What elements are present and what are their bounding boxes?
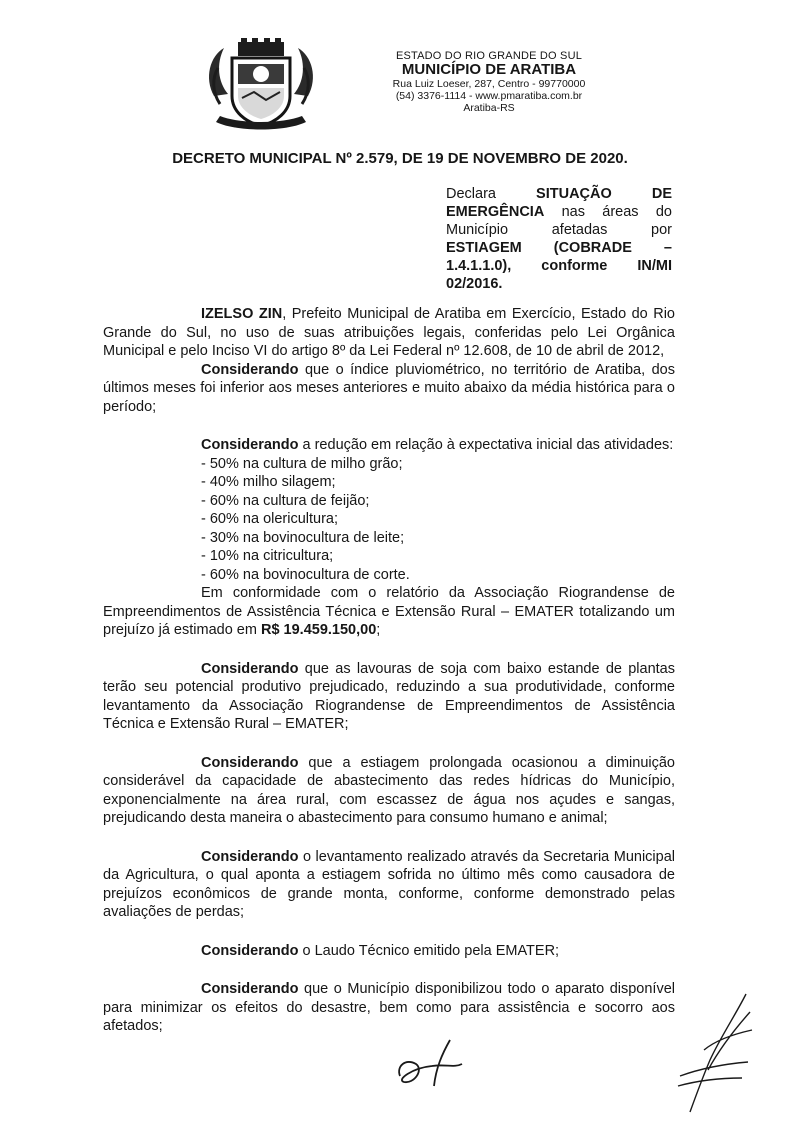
list-item: - 10% na citricultura;	[201, 548, 334, 564]
emater-end: ;	[376, 622, 381, 638]
emater-text: Em conformidade com o relatório da Associação Riograndense de Empreendimentos de Assistência Técnica e Extensão Rural – EMATER totalizando um prejuízo já estimado em	[103, 585, 675, 638]
considerando-label: Considerando	[201, 660, 299, 677]
summary-bold-1: SITUAÇÃO DE EMERGÊNCIA	[446, 186, 672, 220]
list-item: - 60% na bovinocultura de corte.	[201, 566, 410, 583]
considerando-6-text: o Laudo Técnico emitido pela EMATER;	[298, 942, 560, 959]
coat-of-arms-icon	[202, 38, 320, 134]
considerando-3	[103, 660, 675, 734]
state-name: ESTADO DO RIO GRANDE DO SUL	[395, 50, 583, 62]
considerando-4	[103, 754, 675, 828]
considerando-2-text: a redução em relação à expectativa inicial das atividades:	[298, 437, 674, 453]
considerando-label: Considerando	[201, 848, 299, 865]
decree-title: DECRETO MUNICIPAL Nº 2.579, DE 19 DE NOVEMBRO DE 2020.	[172, 150, 628, 167]
considerando-1-text: que o índice pluviométrico, no território de Aratiba, dos últimos meses foi inferior aos meses anteriores e muito abaixo da média histórica para o período;	[103, 361, 675, 415]
summary-text-1: Declara	[446, 186, 537, 202]
signature-mark	[650, 990, 760, 1116]
emater-paragraph	[103, 584, 675, 640]
mayor-name: IZELSO ZIN	[201, 306, 283, 322]
loss-amount: R$ 19.459.150,00	[260, 622, 377, 638]
considerando-6	[103, 942, 675, 961]
list-item: - 50% na cultura de milho grão;	[201, 455, 403, 472]
considerando-5	[103, 848, 675, 922]
summary-text-2: nas áreas do Município afetadas por	[446, 204, 672, 238]
considerando-7	[103, 980, 675, 1036]
considerando-5-text: o levantamento realizado através da Secretaria Municipal da Agricultura, o qual aponta a estiagem sofrida no último mês como causadora de prejuízos econômicos de grande monta, conforme, conforme demonstrado pelas avaliações de perdas;	[103, 848, 675, 920]
address-line: Rua Luiz Loeser, 287, Centro - 99770000	[392, 78, 586, 91]
considerando-7-text: que o Município disponibilizou todo o aparato disponível para minimizar os efeitos do desastre, bem como para assistência e socorro aos afetados;	[103, 981, 675, 1034]
letterhead	[374, 50, 604, 114]
list-item: - 40% milho silagem;	[201, 474, 336, 490]
considerando-label: Considerando	[201, 754, 299, 771]
list-item: - 60% na cultura de feijão;	[201, 492, 370, 509]
reduction-list	[103, 455, 675, 585]
decree-summary	[446, 185, 672, 293]
list-item: - 30% na bovinocultura de leite;	[201, 529, 405, 546]
considerando-4-text: que a estiagem prolongada ocasionou a diminuição considerável da capacidade de abastecimento das redes hídricas do Município, exponencialmente na área rural, com escassez de água nos açudes e sangas, prejudicando desta maneira o abastecimento para consumo humano e animal;	[103, 754, 675, 826]
city-line: Aratiba-RS	[463, 101, 515, 114]
considerando-3-text: que as lavouras de soja com baixo estande de plantas terão seu potencial produtivo prejudicado, reduzindo a sua produtividade, conforme levantamento da Associação Riograndense de Empreendimentos de Assistência Técnica e Extensão Rural – EMATER;	[103, 660, 675, 732]
intro-paragraph	[103, 305, 675, 361]
signature-mark	[392, 1038, 468, 1090]
considerando-label: Considerando	[201, 437, 299, 453]
summary-bold-2: ESTIAGEM (COBRADE – 1.4.1.1.0), conforme IN/MI 02/2016.	[446, 240, 672, 292]
considerando-2	[103, 436, 675, 455]
considerando-label: Considerando	[201, 361, 299, 378]
considerando-label: Considerando	[201, 942, 299, 959]
list-item: - 60% na olericultura;	[201, 511, 339, 527]
contact-line: (54) 3376-1114 - www.pmaratiba.com.br	[395, 89, 583, 102]
considerando-label: Considerando	[201, 981, 299, 997]
considerando-1	[103, 361, 675, 417]
decree-body	[103, 305, 675, 1036]
intro-text: , Prefeito Municipal de Aratiba em Exercício, Estado do Rio Grande do Sul, no uso de suas atribuições legais, conferidas pelo Lei Orgânica Municipal e pelo Inciso VI do artigo 8º da Lei Federal nº 12.608, de 10 de abril de 2012,	[103, 306, 676, 359]
municipality-name: MUNICÍPIO DE ARATIBA	[401, 61, 577, 79]
